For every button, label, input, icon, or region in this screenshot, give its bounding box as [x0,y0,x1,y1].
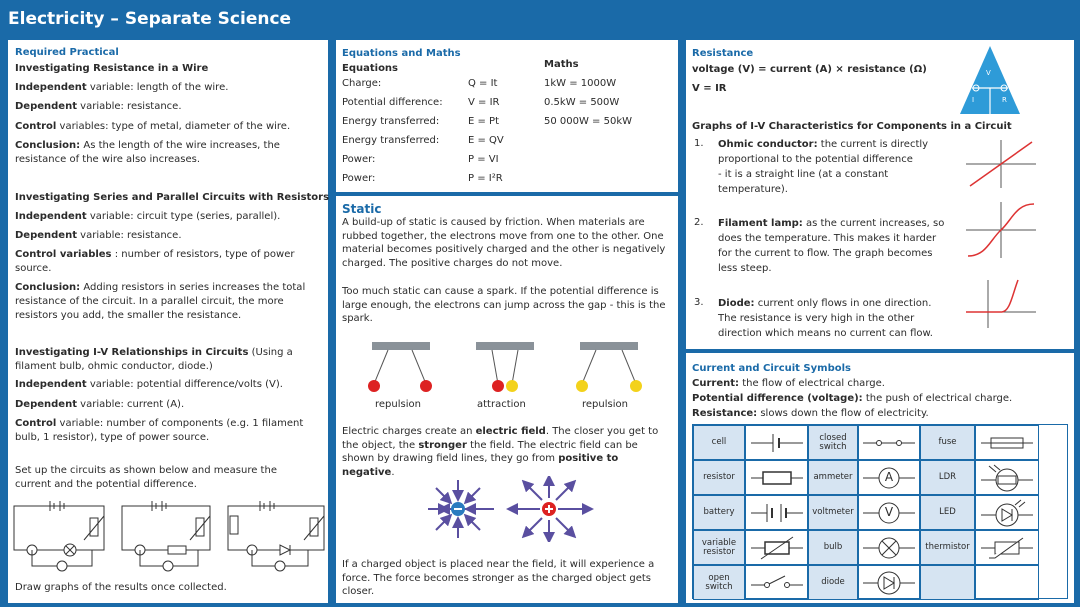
sym-label-empty [920,565,975,600]
eq-row-0-col-0: Charge: [342,78,382,89]
eq-row-2-col-2: 50 000W = 50kW [544,116,633,127]
static-label-2: attraction [477,399,526,410]
sym-label-thermistor: thermistor [920,530,975,565]
sp-cv: Control variables : number of resistors, type of power source. [15,249,295,274]
static-heading: Static [342,202,382,216]
resistor-symbol [745,460,808,495]
charge-diagram [360,336,660,400]
bulb-symbol [858,530,920,565]
resist-iv: Independent variable: length of the wire. [15,82,229,93]
thermistor-symbol [975,530,1039,565]
iv-heading: Investigating I-V Relationships in Circuits (Using a filament bulb, ohmic conductor, diode.) [15,347,293,372]
rp-heading: Required Practical [15,47,119,58]
g2-text: Filament lamp: as the current increases, so does the temperature. This makes it harder for the current to flow. The graph becomes less steep. [718,218,945,274]
res-formula: voltage (V) = current (A) × resistance (Ω) [692,64,927,75]
voltmeter-letter: V [884,505,894,519]
sym-label-battery: battery [693,495,745,530]
voltmeter-symbol [858,495,920,530]
tri-v: V [986,69,991,77]
draw-graphs-text: Draw graphs of the results once collected. [15,582,227,593]
eq-row-3-col-1: E = QV [468,135,504,146]
g1-num: 1. [694,138,704,149]
sym-label-ammeter: ammeter [808,460,858,495]
sym-label-bulb: bulb [808,530,858,565]
iv-cv: Control variable: number of components (e.g. 1 filament bulb, 1 resistor), type of power source. [15,418,304,443]
fuse-symbol [975,425,1039,460]
sym-label-open-switch: open switch [693,565,745,600]
static-p1: A build-up of static is caused by friction. When materials are rubbed together, the electrons move from one to the other. One material becomes positively charged and the other is negatively charged. The positive charges do not move. [342,217,666,269]
resist-dv: Dependent variable: resistance. [15,101,182,112]
sym-label-cell: cell [693,425,745,460]
static-label-3: repulsion [582,399,628,410]
circuit-symbols-table [692,424,1068,599]
empty-symbol-cell [975,565,1039,600]
eq-row-4-col-1: P = VI [468,154,499,165]
maths-label: Maths [544,59,579,70]
g1-text: Ohmic conductor: the current is directly proportional to the potential difference - it is a straight line (at a constant temperature). [718,139,929,195]
sym-label-voltmeter: voltmeter [808,495,858,530]
led-symbol [975,495,1039,530]
sym-label-fuse: fuse [920,425,975,460]
eq-row-0-col-2: 1kW = 1000W [544,78,617,89]
sp-conclusion: Conclusion: Adding resistors in series increases the total resistance of the circuit. In a parallel circuit, the more resistors you add, the smaller the resistance. [15,282,306,321]
cell-symbol [745,425,808,460]
diode-graph [962,276,1040,332]
sym-label-led: LED [920,495,975,530]
cur-resistance: Resistance: slows down the flow of electricity. [692,408,929,419]
eq-row-3-col-0: Energy transferred: [342,135,440,146]
static-p2: Too much static can cause a spark. If the potential difference is large enough, the electrons can jump across the gap - this is the spark. [342,286,666,324]
sym-label-variable-resistor: variable resistor [693,530,745,565]
tri-r: R [1002,96,1007,104]
sym-label-closed-switch: closed switch [808,425,858,460]
circuit-diagrams [12,500,330,575]
cur-pd: Potential difference (voltage): the push of electrical charge. [692,393,1013,404]
resist-heading: Investigating Resistance in a Wire [15,63,209,74]
resist-cv: Control variables: type of metal, diameter of the wire. [15,121,291,132]
resist-conclusion: Conclusion: As the length of the wire increases, the resistance of the wire also increases. [15,140,280,165]
eq-row-0-col-1: Q = It [468,78,498,89]
sym-label-resistor: resistor [693,460,745,495]
setup-text: Set up the circuits as shown below and measure the current and the potential difference. [15,465,277,490]
g3-num: 3. [694,297,704,308]
graphs-heading: Graphs of I-V Characteristics for Components in a Circuit [692,121,1012,132]
eq-row-1-col-0: Potential difference: [342,97,443,108]
eq-row-1-col-1: V = IR [468,97,500,108]
sp-heading: Investigating Series and Parallel Circuits with Resistors [15,192,330,203]
static-p3: Electric charges create an electric field. The closer you get to the object, the stronger the field. The electric field can be shown by drawing field lines, they go from positive to negative. [342,426,659,478]
iv-iv: Independent variable: potential difference/volts (V). [15,379,283,390]
sp-iv: Independent variable: circuit type (series, parallel). [15,211,281,222]
battery-symbol [745,495,808,530]
static-p4: If a charged object is placed near the field, it will experience a force. The force becomes stronger as the charged object gets closer. [342,559,655,597]
tri-i: I [972,96,975,104]
sym-label-diode: diode [808,565,858,600]
vir-triangle [958,44,1022,116]
res-vir: V = IR [692,83,727,94]
res-heading: Resistance [692,48,754,59]
field-lines-diagram [410,476,596,542]
variable-resistor-symbol [745,530,808,565]
sp-dv: Dependent variable: resistance. [15,230,182,241]
cur-current: Current: the flow of electrical charge. [692,378,885,389]
filament-lamp-graph [962,198,1040,262]
iv-dv: Dependent variable: current (A). [15,399,185,410]
g2-num: 2. [694,217,704,228]
eq-label: Equations [342,63,399,74]
open-switch-symbol [745,565,808,600]
ammeter-symbol [858,460,920,495]
eq-row-2-col-0: Energy transferred: [342,116,440,127]
page-title: Electricity – Separate Science [8,9,292,29]
diode-symbol [858,565,920,600]
ldr-symbol [975,460,1039,495]
eq-row-4-col-0: Power: [342,154,376,165]
closed-switch-symbol [858,425,920,460]
sym-label-ldr: LDR [920,460,975,495]
eq-row-5-col-0: Power: [342,173,376,184]
eq-row-5-col-1: P = I²R [468,173,503,184]
eq-heading: Equations and Maths [342,48,461,59]
ohmic-graph [962,136,1040,192]
cur-heading: Current and Circuit Symbols [692,363,851,374]
eq-row-1-col-2: 0.5kW = 500W [544,97,620,108]
ammeter-letter: A [884,470,894,484]
eq-row-2-col-1: E = Pt [468,116,500,127]
static-label-1: repulsion [375,399,421,410]
g3-text: Diode: current only flows in one direction. The resistance is very high in the other direction which means no current can flow. [718,298,933,339]
